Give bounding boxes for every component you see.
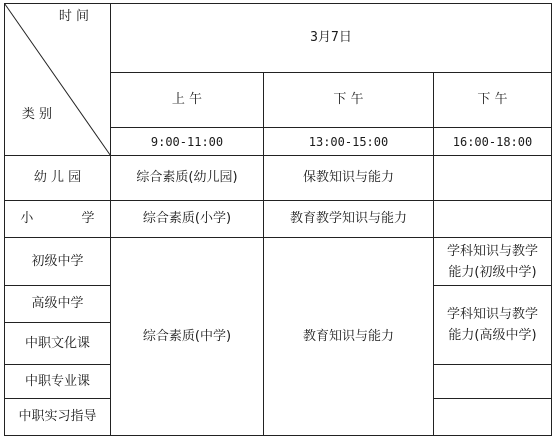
category-kindergarten: 幼 儿 园 xyxy=(33,170,82,185)
cell-kindergarten-morning: 综合素质(幼儿园) xyxy=(136,170,238,185)
cell-primary-afternoon-1: 教育教学知识与能力 xyxy=(289,211,407,226)
category-senior-middle: 高级中学 xyxy=(31,296,84,311)
cell-kindergarten-afternoon-1: 保教知识与能力 xyxy=(302,170,394,185)
exam-date: 3月7日 xyxy=(310,30,352,45)
category-vocational-internship: 中职实习指导 xyxy=(18,409,97,424)
category-vocational-specialty: 中职专业课 xyxy=(24,373,90,389)
cell-senior-afternoon-2-line2: 能力(高级中学) xyxy=(448,328,537,343)
session-afternoon-1-label: 下 午 xyxy=(333,92,364,107)
corner-category-label: 类 别 xyxy=(21,107,53,122)
cell-senior-afternoon-2-line1: 学科知识与教学 xyxy=(446,307,538,322)
session-afternoon-1-time: 13:00-15:00 xyxy=(308,134,389,149)
cell-vocational-internship-afternoon-2-empty xyxy=(434,399,551,435)
cell-secondary-morning: 综合素质(中学) xyxy=(142,328,232,344)
cell-junior-afternoon-2 xyxy=(434,238,551,285)
cell-primary-afternoon-2-empty xyxy=(434,201,551,237)
cell-junior-afternoon-2-line2: 能力(初级中学) xyxy=(448,264,537,280)
category-primary: 小 学 xyxy=(20,211,117,226)
session-afternoon-2-label: 下 午 xyxy=(477,92,508,107)
cell-kindergarten-afternoon-2-empty xyxy=(434,156,551,200)
cell-junior-afternoon-2-line1: 学科知识与教学 xyxy=(446,243,538,259)
cell-vocational-specialty-afternoon-2-empty xyxy=(434,365,551,398)
category-junior-middle: 初级中学 xyxy=(31,253,84,269)
cell-senior-afternoon-2 xyxy=(434,286,551,364)
category-vocational-culture: 中职文化课 xyxy=(24,335,90,351)
session-morning-time: 9:00-11:00 xyxy=(150,134,224,149)
cell-primary-morning: 综合素质(小学) xyxy=(142,211,232,226)
corner-time-label: 时 间 xyxy=(58,9,90,24)
session-morning-label: 上 午 xyxy=(171,92,203,107)
session-afternoon-2-time: 16:00-18:00 xyxy=(452,134,533,149)
cell-secondary-afternoon-1: 教育知识与能力 xyxy=(302,328,394,344)
